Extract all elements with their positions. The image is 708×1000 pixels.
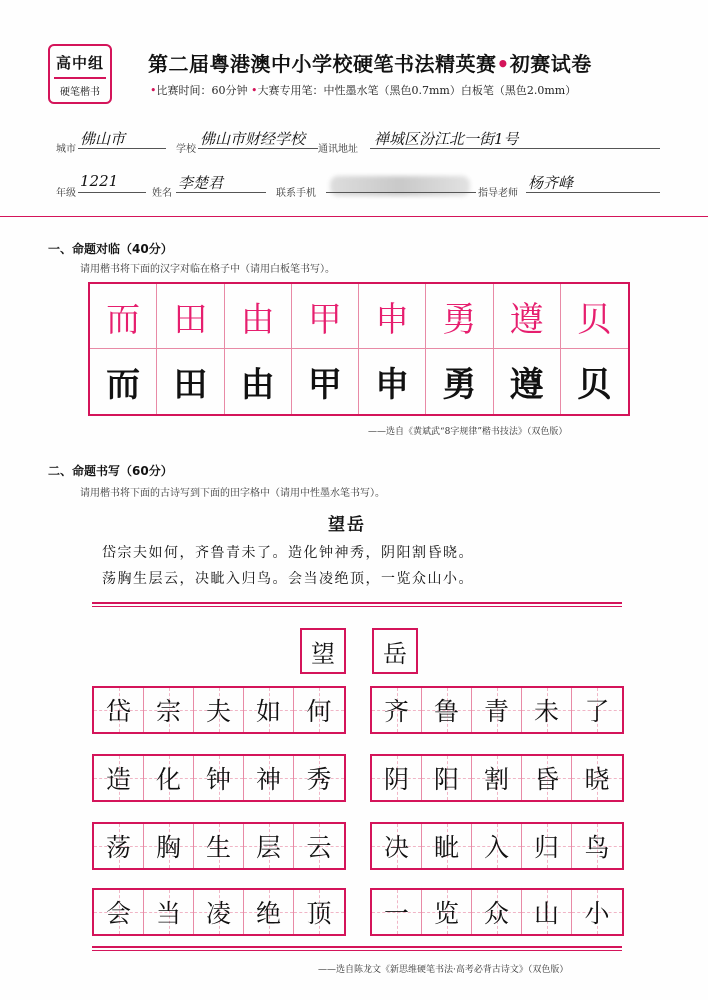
- writing-cell: [244, 890, 294, 934]
- grade-value: 1221: [80, 172, 119, 190]
- written-cell: [157, 349, 224, 414]
- written-char: 览: [433, 899, 459, 928]
- page-title: [148, 48, 592, 77]
- written-title-char: 岳: [383, 639, 407, 668]
- writing-cell: [194, 756, 244, 800]
- writing-cell: [522, 756, 572, 800]
- writing-cell: [244, 756, 294, 800]
- teacher-underline: [526, 192, 660, 193]
- city-underline: [78, 148, 166, 149]
- model-cell: [359, 284, 426, 349]
- title-dot: •: [496, 52, 510, 76]
- grade-label: 年级: [56, 188, 76, 199]
- title-main: 第二届粤港澳中小学校硬笔书法精英赛: [148, 52, 497, 76]
- written-char: 齐: [383, 697, 409, 726]
- model-char: 由: [240, 299, 275, 340]
- model-char: 申: [375, 299, 410, 340]
- badge-category-label: 硬笔楷书: [60, 87, 100, 98]
- name-label: 姓名: [152, 188, 172, 199]
- writing-cell: [422, 756, 472, 800]
- writing-cell: [94, 756, 144, 800]
- address-underline: [370, 148, 660, 149]
- section2-instruction: 请用楷书将下面的古诗写到下面的田字格中（请用中性墨水笔书写）。: [80, 488, 385, 499]
- written-char: 会: [105, 899, 131, 928]
- written-char: 云: [306, 833, 332, 862]
- writing-cell: [422, 890, 472, 934]
- model-cell: [225, 284, 292, 349]
- writing-cell: [472, 890, 522, 934]
- written-cell: [359, 349, 426, 414]
- badge-group-label: 高中组: [55, 54, 104, 72]
- address-value: 禅城区汾江北一街1号: [374, 130, 519, 148]
- writing-cell: [572, 890, 622, 934]
- phone-value-redacted: [330, 176, 470, 196]
- written-char: 何: [306, 697, 332, 726]
- written-char: 如: [255, 697, 281, 726]
- writing-cell: [372, 688, 422, 732]
- written-char: 昏: [533, 765, 559, 794]
- written-char: 田: [173, 365, 208, 405]
- writing-cell: [94, 824, 144, 868]
- section1-source: ——选自《黄斌武“8字规律”楷书技法》（双色版）: [368, 427, 568, 437]
- written-char: 决: [383, 833, 409, 862]
- writing-cell: [94, 890, 144, 934]
- section1-title: 一、命题对临（40分）: [48, 242, 173, 256]
- writing-cell: [144, 756, 194, 800]
- written-char: 顶: [306, 899, 332, 928]
- written-char: 秀: [306, 765, 332, 794]
- written-char: 申: [375, 365, 410, 405]
- written-char: 众: [483, 899, 509, 928]
- written-cell: [90, 349, 157, 414]
- rule-dot-2: •: [251, 84, 258, 97]
- city-label: 城市: [56, 144, 76, 155]
- school-value: 佛山市财经学校: [200, 130, 306, 148]
- writing-row-right: [370, 686, 624, 734]
- section2-title: 二、命题书写（60分）: [48, 464, 173, 478]
- written-char: 绝: [255, 899, 281, 928]
- written-title-char: 望: [311, 639, 335, 668]
- poem-divider: [92, 602, 622, 607]
- poem-line-2: 荡胸生层云，决眦入归鸟。会当凌绝顶，一览众山小。: [102, 571, 474, 587]
- writing-cell: [522, 890, 572, 934]
- written-char: 贝: [577, 365, 612, 405]
- name-underline: [176, 192, 266, 193]
- poem-title: 望岳: [328, 515, 366, 535]
- writing-row-left: [92, 754, 346, 802]
- writing-cell: [522, 688, 572, 732]
- writing-row-left: [92, 822, 346, 870]
- badge-divider: [54, 77, 106, 79]
- writing-cell: [194, 890, 244, 934]
- model-char: 贝: [577, 299, 612, 340]
- model-cell: [561, 284, 628, 349]
- title-tail: 初赛试卷: [509, 52, 592, 76]
- model-cell: [157, 284, 224, 349]
- written-char: 宗: [155, 697, 181, 726]
- writing-cell: [372, 890, 422, 934]
- written-char: 当: [155, 899, 181, 928]
- written-char: 遵: [509, 365, 544, 405]
- writing-cell: [144, 688, 194, 732]
- writing-cell: [244, 824, 294, 868]
- writing-row-right: [370, 888, 624, 936]
- written-char: 归: [533, 833, 559, 862]
- written-title-cell: [300, 628, 346, 674]
- model-char: 甲: [307, 299, 342, 340]
- writing-row-right: [370, 754, 624, 802]
- writing-cell: [572, 688, 622, 732]
- rule-time: 比赛时间：60分钟: [156, 84, 248, 97]
- name-value: 李楚君: [178, 174, 224, 192]
- written-char: 而: [106, 365, 141, 405]
- model-char: 而: [106, 299, 141, 340]
- writing-cell: [294, 890, 344, 934]
- written-char: 阴: [383, 765, 409, 794]
- writing-cell: [372, 824, 422, 868]
- written-char: 未: [533, 697, 559, 726]
- address-label: 通讯地址: [318, 144, 358, 155]
- written-char: 岱: [105, 697, 131, 726]
- writing-row-left: [92, 686, 346, 734]
- written-cell: [561, 349, 628, 414]
- writing-cell: [94, 688, 144, 732]
- written-char: 割: [483, 765, 509, 794]
- writing-cell: [294, 756, 344, 800]
- written-char: 由: [240, 365, 275, 405]
- writing-cell: [294, 824, 344, 868]
- model-cell: [426, 284, 493, 349]
- grade-underline: [78, 192, 146, 193]
- grid-bottom-divider: [92, 946, 622, 951]
- writing-cell: [194, 824, 244, 868]
- poem-line-1: 岱宗夫如何，齐鲁青未了。造化钟神秀，阴阳割昏晓。: [102, 545, 474, 561]
- written-char: 生: [205, 833, 231, 862]
- written-char: 青: [483, 697, 509, 726]
- written-char: 凌: [205, 899, 231, 928]
- model-cell: [292, 284, 359, 349]
- writing-cell: [244, 688, 294, 732]
- writing-cell: [294, 688, 344, 732]
- written-cell: [225, 349, 292, 414]
- writing-cell: [422, 688, 472, 732]
- model-char: 田: [173, 299, 208, 340]
- writing-cell: [472, 756, 522, 800]
- written-char: 层: [255, 833, 281, 862]
- model-char: 勇: [442, 299, 477, 340]
- phone-label: 联系手机: [276, 188, 316, 199]
- writing-cell: [194, 688, 244, 732]
- written-char: 夫: [205, 697, 231, 726]
- writing-cell: [472, 688, 522, 732]
- written-cell: [494, 349, 561, 414]
- rule-pen: 大赛专用笔：中性墨水笔（黑色0.7mm）白板笔（黑色2.0mm）: [257, 84, 577, 97]
- copy-grid: [88, 282, 630, 416]
- rule-dot-1: •: [150, 84, 157, 97]
- written-cell: [292, 349, 359, 414]
- written-char: 眦: [433, 833, 459, 862]
- model-char: 遵: [509, 299, 544, 340]
- city-value: 佛山市: [80, 130, 126, 148]
- written-char: 山: [533, 899, 559, 928]
- written-char: 勇: [442, 365, 477, 405]
- header-divider: [0, 216, 708, 217]
- writing-cell: [572, 824, 622, 868]
- writing-cell: [372, 756, 422, 800]
- school-label: 学校: [176, 144, 196, 155]
- written-char: 化: [155, 765, 181, 794]
- written-title-cell: [372, 628, 418, 674]
- written-char: 神: [255, 765, 281, 794]
- exam-rules: [150, 82, 576, 98]
- group-badge: [48, 44, 112, 104]
- model-cell: [494, 284, 561, 349]
- written-char: 鲁: [433, 697, 459, 726]
- written-char: 鸟: [584, 833, 610, 862]
- written-cell: [426, 349, 493, 414]
- school-underline: [198, 148, 318, 149]
- written-char: 阳: [433, 765, 459, 794]
- writing-cell: [572, 756, 622, 800]
- written-char: 造: [105, 765, 131, 794]
- written-char: 荡: [105, 833, 131, 862]
- writing-cell: [522, 824, 572, 868]
- teacher-label: 指导老师: [478, 188, 518, 199]
- written-char: 钟: [205, 765, 231, 794]
- written-char: 一: [383, 899, 409, 928]
- model-cell: [90, 284, 157, 349]
- section2-source: ——选自陈龙文《新思维硬笔书法·高考必背古诗文》（双色版）: [318, 965, 569, 975]
- teacher-value: 杨齐峰: [528, 174, 574, 192]
- written-char: 小: [584, 899, 610, 928]
- phone-underline: [326, 192, 476, 193]
- written-char: 入: [483, 833, 509, 862]
- section1-instruction: 请用楷书将下面的汉字对临在格子中（请用白板笔书写）。: [80, 264, 335, 275]
- written-char: 甲: [307, 365, 342, 405]
- writing-cell: [144, 824, 194, 868]
- written-char: 胸: [155, 833, 181, 862]
- writing-cell: [472, 824, 522, 868]
- written-char: 晓: [584, 765, 610, 794]
- written-char: 了: [584, 697, 610, 726]
- writing-row-left: [92, 888, 346, 936]
- writing-cell: [422, 824, 472, 868]
- writing-row-right: [370, 822, 624, 870]
- writing-cell: [144, 890, 194, 934]
